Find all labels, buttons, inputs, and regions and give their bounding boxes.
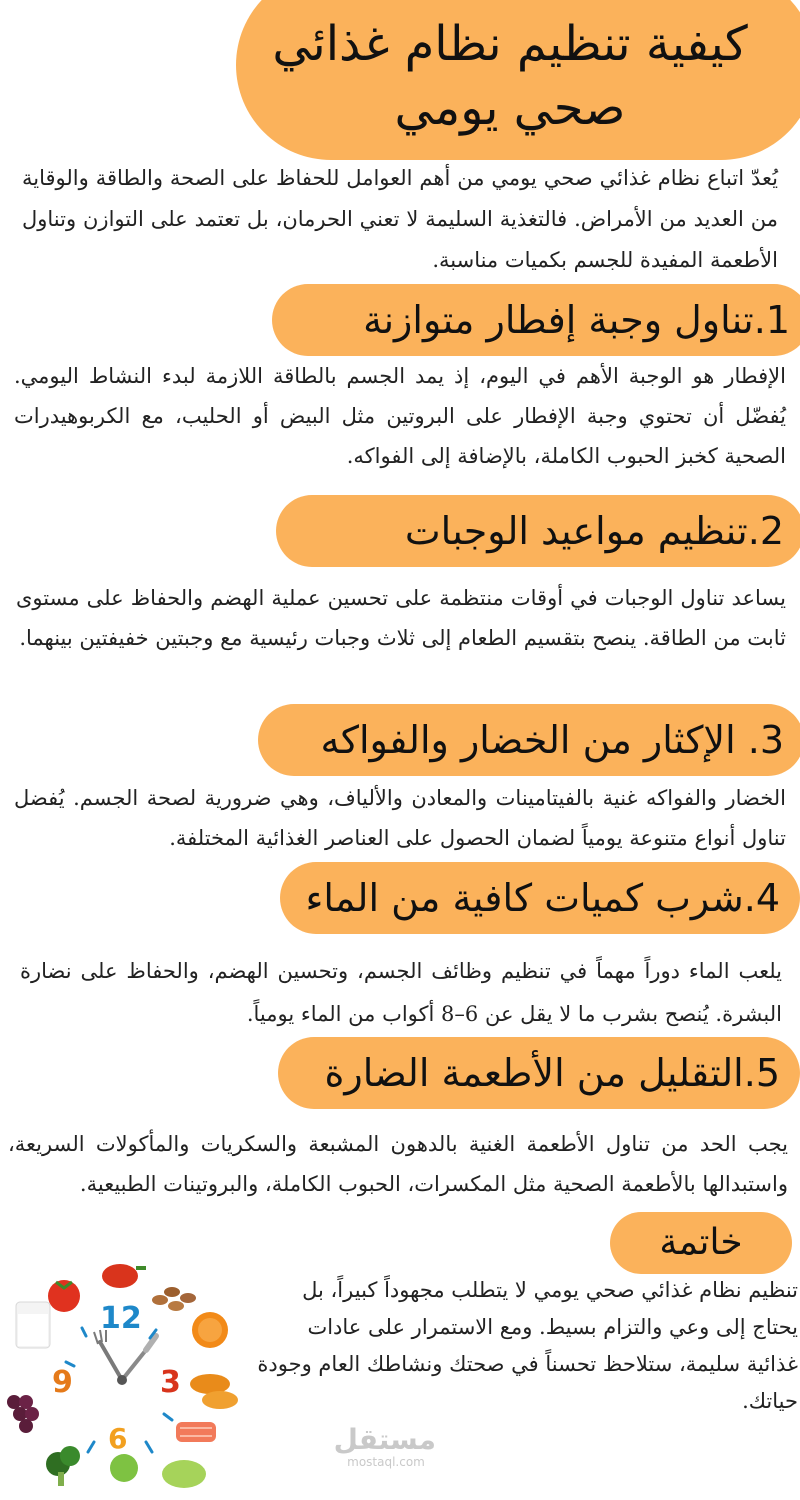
section-2-banner [276, 495, 800, 567]
section-5-heading: 5.التقليل من الأطعمة الضارة [324, 1051, 780, 1095]
section-2-heading: 2.تنظيم مواعيد الوجبات [404, 509, 784, 553]
mostaql-watermark [333, 1423, 436, 1469]
title-line-1: كيفية تنظيم نظام غذائي [272, 16, 748, 72]
clock-number-6: 6 [108, 1422, 128, 1455]
page-title [250, 12, 770, 140]
broccoli-icon [46, 1446, 80, 1486]
grapes-icon [7, 1395, 39, 1433]
watermark-name: مستقل [333, 1423, 436, 1456]
milk-glass-icon [16, 1302, 50, 1348]
watermark-url: mostaql.com [347, 1455, 425, 1469]
section-5-text: يجب الحد من تناول الأطعمة الغنية بالدهون المشبعة والسكريات والمأكولات السريعة، واستبدالها بالأطعمة الصحية مثل المكسرات، الحبوب الكاملة، والبروتينات الطبيعية. [8, 1132, 788, 1196]
intro-paragraph: يُعدّ اتباع نظام غذائي صحي يومي من أهم العوامل للحفاظ على الصحة والطاقة والوقاية من العديد من الأمراض. فالتغذية السليمة لا تعني الحرمان، بل تعتمد على التوازن وتناول الأطعمة المفيدة للجسم بكميات مناسبة. [22, 166, 778, 272]
fork-hand-icon [94, 1330, 122, 1380]
orange-icon [192, 1312, 228, 1348]
conclusion-block [250, 1272, 798, 1420]
section-3-heading: 3. الإكثار من الخضار والفواكه [320, 718, 784, 762]
clock-number-9: 9 [52, 1365, 73, 1400]
section-1-text: الإفطار هو الوجبة الأهم في اليوم، إذ يمد الجسم بالطاقة اللازمة لبدء النشاط اليومي. يُفضّل أن تحتوي وجبة الإفطار على البروتين مثل البيض أو الحليب، مع الكربوهيدرات الصحية كخبز الحبوب الكاملة، بالإضافة إلى الفواكه. [14, 364, 786, 468]
knife-hand-icon [122, 1336, 156, 1380]
conclusion-banner [610, 1212, 792, 1274]
lettuce-icon [162, 1460, 206, 1488]
section-5-banner [278, 1037, 800, 1109]
section-1-heading: 1.تناول وجبة إفطار متوازنة [363, 298, 790, 342]
salmon-icon [176, 1422, 216, 1442]
section-4-banner [280, 862, 800, 934]
clock-center-icon [117, 1375, 127, 1385]
section-1-banner [272, 284, 800, 356]
title-line-2: صحي يومي [394, 80, 626, 136]
section-3-text: الخضار والفواكه غنية بالفيتامينات والمعادن والألياف، وهي ضرورية لصحة الجسم. يُفضل تناول أنواع متنوعة يومياً لضمان الحصول على العناصر الغذائية المختلفة. [14, 786, 786, 850]
conclusion-text: تنظيم نظام غذائي صحي يومي لا يتطلب مجهوداً كبيراً، بل يحتاج إلى وعي والتزام بسيط. ومع الاستمرار على عادات غذائية سليمة، ستلاحظ تحسناً في صحتك ونشاطك العام وجودة حياتك. [257, 1278, 798, 1413]
section-3-banner [258, 704, 800, 776]
conclusion-heading: خاتمة [659, 1222, 743, 1263]
tomato-icon [48, 1280, 80, 1312]
section-4-heading: 4.شرب كميات كافية من الماء [305, 876, 780, 920]
section-2-text: يساعد تناول الوجبات في أوقات منتظمة على تحسين عملية الهضم والحفاظ على مستوى ثابت من الطاقة. ينصح بتقسيم الطعام إلى ثلاث وجبات رئيسية مع وجبتين خفيفتين بينهما. [16, 586, 786, 650]
apricot-icon [190, 1374, 238, 1409]
pepper-icon [102, 1264, 146, 1288]
almonds-icon [152, 1287, 196, 1311]
lime-icon [110, 1454, 138, 1482]
section-4-text: يلعب الماء دوراً مهماً في تنظيم وظائف الجسم، وتحسين الهضم، والحفاظ على نضارة البشرة. يُنصح بشرب ما لا يقل عن 6–8 أكواب من الماء يومياً. [20, 959, 782, 1026]
clock-number-12: 12 [100, 1301, 142, 1336]
food-clock-illustration [0, 1252, 250, 1500]
clock-number-3: 3 [160, 1365, 181, 1400]
